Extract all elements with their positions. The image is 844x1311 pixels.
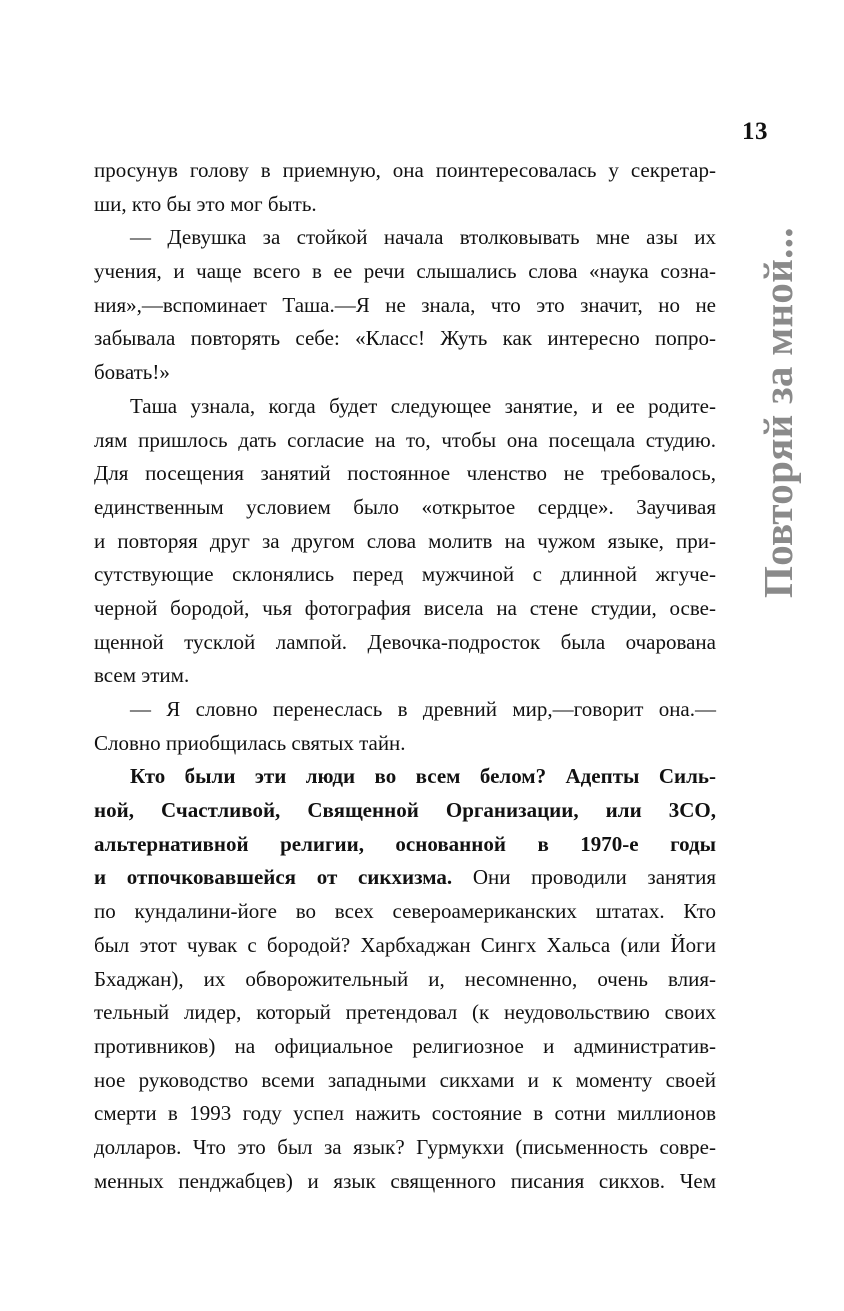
bold-text-segment: альтернативной религии, основанной в 1970-е годы — [94, 831, 716, 856]
text-segment: бовать!» — [94, 360, 170, 385]
text-line — [94, 289, 716, 323]
text-line — [94, 626, 716, 660]
text-segment: тельный лидер, который претендовал (к неудовольствию своих — [94, 1000, 716, 1025]
text-segment: Словно приобщилась святых тайн. — [94, 730, 406, 755]
text-segment: — Я словно перенеслась в древний мир,—говорит она.— — [130, 697, 716, 721]
text-segment: был этот чувак с бородой? Харбхаджан Сингх Хальса (или Йоги — [94, 932, 716, 957]
text-segment: ное руководство всеми западными сикхами и к моменту своей — [94, 1067, 716, 1092]
text-segment: единственным условием было «открытое сердце». Заучивая — [94, 494, 716, 519]
text-line — [94, 188, 716, 222]
text-segment: всем этим. — [94, 663, 190, 688]
text-line — [94, 525, 716, 559]
text-segment: просунув голову в приемную, она поинтересовалась у секретар- — [94, 158, 716, 182]
bold-text-segment: ной, Счастливой, Священной Организации, или 3СО, — [94, 798, 716, 823]
text-line — [94, 727, 716, 761]
text-segment: щенной тусклой лампой. Девочка-подросток была очарована — [94, 629, 716, 654]
body-text — [94, 154, 716, 1198]
text-line — [94, 424, 716, 458]
bold-text-segment: и отпочковавшейся от сикхизма. — [94, 865, 453, 890]
text-line — [94, 963, 716, 997]
text-line — [94, 1097, 716, 1131]
text-segment: смерти в 1993 году успел нажить состояние в сотни миллионов — [94, 1101, 716, 1126]
text-line — [94, 895, 716, 929]
text-line — [94, 558, 716, 592]
text-line — [94, 1131, 716, 1165]
text-segment: забывала повторять себе: «Класс! Жуть как интересно попро- — [94, 326, 716, 351]
text-segment: — Девушка за стойкой начала втолковывать мне азы их — [130, 225, 716, 250]
text-line — [94, 659, 716, 693]
text-line — [94, 929, 716, 963]
bold-text-segment: Кто были эти люди во всем белом? Адепты Силь- — [130, 764, 716, 789]
running-head-title: Повторяй за мной... — [755, 227, 801, 598]
text-line — [94, 390, 716, 424]
text-line — [94, 592, 716, 626]
text-segment: Таша узнала, когда будет следующее занятие, и ее родите- — [130, 393, 716, 418]
text-segment: лям пришлось дать согласие на то, чтобы она посещала студию. — [94, 427, 716, 452]
text-segment: сутствующие склонялись перед мужчиной с длинной жгуче- — [94, 562, 716, 587]
text-line — [94, 356, 716, 390]
text-segment: противников) на официальное религиозное и административ- — [94, 1033, 716, 1058]
text-segment: Они проводили занятия — [452, 865, 716, 890]
text-line — [94, 760, 716, 794]
text-segment: долларов. Что это был за язык? Гурмукхи (письменность совре- — [94, 1134, 716, 1159]
text-line — [94, 996, 716, 1030]
text-segment: ши, кто бы это мог быть. — [94, 191, 317, 216]
text-line — [94, 322, 716, 356]
text-line — [94, 828, 716, 862]
text-line — [94, 693, 716, 727]
text-line — [94, 491, 716, 525]
text-line — [94, 154, 716, 188]
text-line — [94, 221, 716, 255]
text-line — [94, 861, 716, 895]
text-segment: Для посещения занятий постоянное членство не требовалось, — [94, 461, 716, 486]
page-number: 13 — [742, 118, 768, 145]
text-segment: по кундалини-йоге во всех североамериканских штатах. Кто — [94, 899, 716, 924]
text-segment: и повторяя друг за другом слова молитв на чужом языке, при- — [94, 528, 716, 553]
text-segment: черной бородой, чья фотография висела на стене студии, осве- — [94, 595, 716, 620]
text-line — [94, 1030, 716, 1064]
text-line — [94, 1064, 716, 1098]
text-line — [94, 1165, 716, 1199]
text-line — [94, 794, 716, 828]
text-segment: ния»,—вспоминает Таша.—Я не знала, что это значит, но не — [94, 292, 716, 317]
text-segment: учения, и чаще всего в ее речи слышались слова «наука созна- — [94, 259, 716, 284]
text-segment: Бхаджан), их обворожительный и, несомненно, очень влия- — [94, 966, 716, 991]
text-line — [94, 255, 716, 289]
text-line — [94, 457, 716, 491]
text-segment: менных пенджабцев) и язык священного писания сикхов. Чем — [94, 1168, 716, 1193]
